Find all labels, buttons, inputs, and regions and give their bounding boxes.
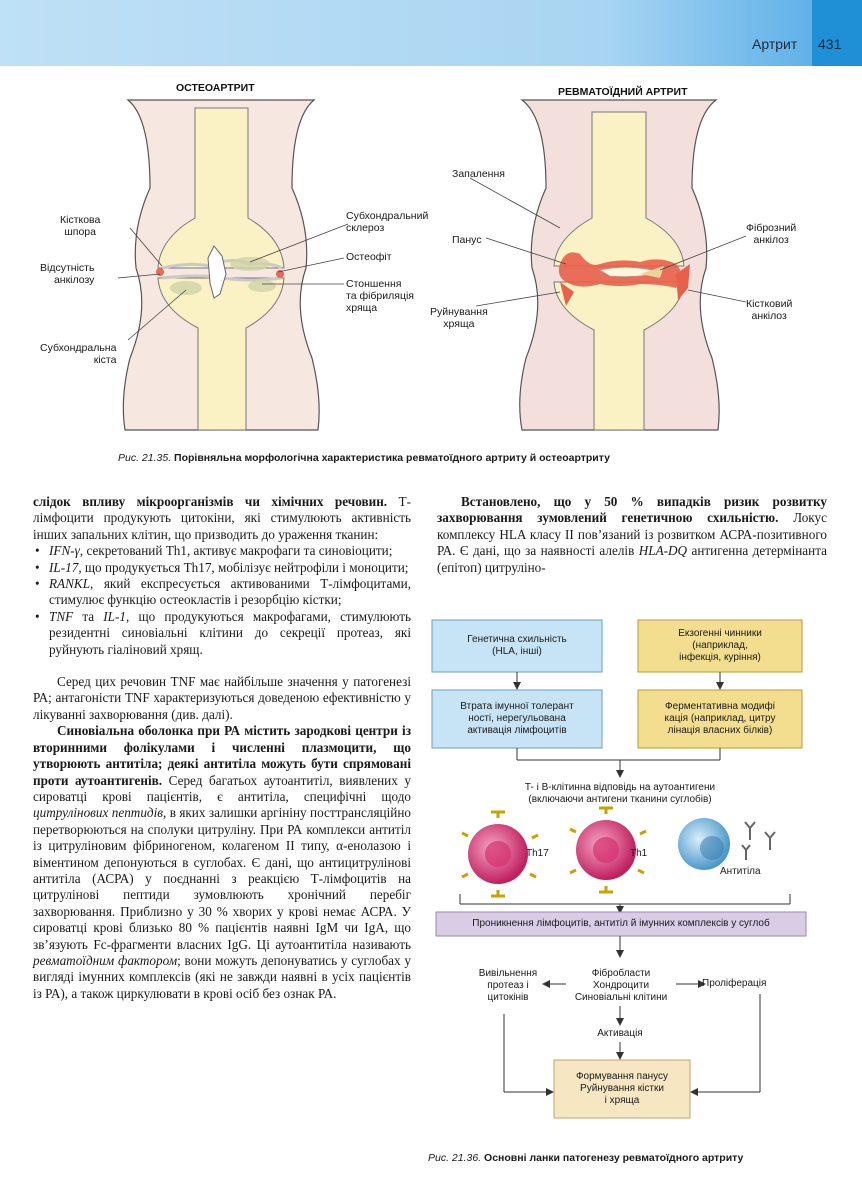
label-inflammation: Запалення (452, 168, 505, 180)
list-item: • IFN-γ, секретований Th1, активує макрофаги та синовіоцити; (33, 543, 411, 559)
box-loss-of-tolerance: Втрата імунної толерант ності, нерегульована активація лімфоцитів (460, 701, 574, 736)
paragraph-3: Синовіальна оболонка при РА містить зародкові центри із вторинними фолікулами і численні плазмоцити, що утворюють антитіла; деякі антитіла можуть бути спрямовані проти аутоантигенів. Серед багатьох аутоантитіл, виявлених у сироватці крові пацієнтів, є антитіла, специфічні щодо цитрулінових пептидів, в яких залишки аргініну посттрансляційно перетворюються на сполуки цитруліну. При РА комплекси антитіл із цитруліновим фібриногеном, колагеном II типу, α-енолазою і віментином депонуються в суглобах. Є дані, що антицитрулінові антитіла (АСРА) у поєднанні з реакцією Т-лімфоцитів на цитрулінові пептиди зумовлюють хронічний перебіг захворювання. Приблизно у 30 % хворих у крові немає АСРА. У сироватці крові близько 80 % пацієнтів наявні IgM чи IgA, що зв’язують Fc-фрагменти власних IgG. Ці аутоантитіла називають ревматоїдним фактором; вони можуть депонуватись у суглобах у вигляді імунних комплексів (які не завжди наявні в усіх пацієнтів із РА), а також циркулювати в крові осіб без ознак РА. (33, 723, 411, 1001)
figure-36-caption-text: Основні ланки патогенезу ревматоїдного артриту (484, 1152, 744, 1164)
label-bone-ankylosis: Кістковий анкілоз (746, 298, 793, 322)
list-item: • RANKL, який експресується активованими Т-лімфоцитами, стимулює функцію остеокластів і резорбцію кістки; (33, 576, 411, 609)
box-exogenous-factors: Екзогенні чинники (наприклад, інфекція, куріння) (678, 628, 762, 663)
header-band (0, 0, 862, 66)
joint-comparison-illustration (0, 78, 862, 448)
label-subchondral-cyst: Субхондральна кіста (40, 342, 117, 366)
paragraph-1-bold: слідок впливу мікроорганізмів чи хімічних речовин. (33, 494, 388, 509)
figure-36-caption (428, 1152, 743, 1164)
left-column (33, 494, 411, 1002)
figure-35-caption-number: Рис. 21.35. (118, 452, 172, 464)
paragraph-1 (33, 494, 411, 543)
page-number-box (812, 0, 862, 66)
label-release: Вивільнення протеаз і цитокінів (478, 968, 538, 1003)
running-title: Артрит (752, 36, 798, 52)
label-th1: Th1 (630, 848, 648, 859)
tb-cell-response: T- і B-клітинна відповідь на аутоантигени (включаючи антигени тканини суглобів) (524, 782, 716, 805)
infiltration-bar: Проникнення лімфоцитів, антитіл й імунних комплексів у суглоб (472, 918, 770, 929)
osteoarthritis-joint (118, 100, 348, 430)
antibody-icons (742, 822, 775, 860)
right-paragraph-1: Встановлено, що у 50 % випадків ризик розвитку захворювання зумовлений генетичною схильністю. Локус комплексу HLA класу II пов’язаний із розвитком АСРА-позитивного РА. Є дані, що за наявності алелів HLA-DQ антигенна детермінанта (епітоп) цитруліно- (437, 494, 827, 575)
osteoarthritis-title: ОСТЕОАРТРИТ (176, 82, 255, 94)
label-no-ankylosis: Відсутність анкілозу (40, 262, 95, 286)
label-fibrous-ankylosis: Фіброзний анкілоз (746, 222, 797, 246)
paragraph-1-text: Т-лімфоцити продукують цитокіни, які стимулюють активність інших запальних клітин, що призводить до ураження тканин: (33, 494, 411, 542)
label-antibodies: Антитіла (720, 866, 761, 877)
figure-35-caption (118, 452, 610, 464)
box-genetic-predisposition: Генетична схильність (HLA, інші) (467, 634, 567, 657)
figure-36-caption-number: Рис. 21.36. (428, 1152, 482, 1164)
label-cartilage-thinning: Стоншення та фібриляція хряща (346, 278, 414, 314)
right-column (437, 494, 827, 576)
label-proliferation: Проліферація (702, 978, 767, 989)
label-bone-spur: Кісткова шпора (60, 214, 101, 238)
figure-35-caption-text: Порівняльна морфологічна характеристика ревматоїдного артриту й остеоартриту (174, 452, 610, 464)
ra-title: РЕВМАТОЇДНИЙ АРТРИТ (558, 86, 688, 98)
label-activation: Активація (597, 1028, 643, 1039)
box-outcome: Формування панусу Руйнування кістки і хряща (575, 1071, 669, 1106)
rheumatoid-joint (470, 100, 746, 430)
list-item: • TNF та IL-1, що продукуються макрофагами, стимулюють резидентні синовіальні клітини до секреції протеаз, які руйнують гіаліновий хрящ. (33, 609, 411, 658)
page-number: 431 (818, 36, 842, 52)
cytokine-list (33, 543, 411, 658)
label-th17: Th17 (526, 848, 549, 859)
list-item: • IL-17, що продукується Th17, мобілізує нейтрофіли і моноцити; (33, 560, 411, 576)
label-cartilage-destruction: Руйнування хряща (430, 306, 488, 330)
label-osteophyte: Остеофіт (346, 251, 392, 263)
paragraph-2: Серед цих речовин TNF має найбільше значення у патогенезі РА; антагоністи TNF характеризуються доведеною ефективністю у лікуванні захворювання (див. далі). (33, 674, 411, 722)
label-subchondral-sclerosis: Субхондральний склероз (346, 210, 429, 234)
box-enzymatic-modification: Ферментативна модифі кація (наприклад, цитру лінація власних білків) (664, 701, 776, 736)
label-target-cells: Фібробласти Хондроцити Синовіальні клітини (574, 968, 668, 1003)
b-cell (678, 818, 730, 870)
label-pannus: Панус (452, 234, 482, 246)
